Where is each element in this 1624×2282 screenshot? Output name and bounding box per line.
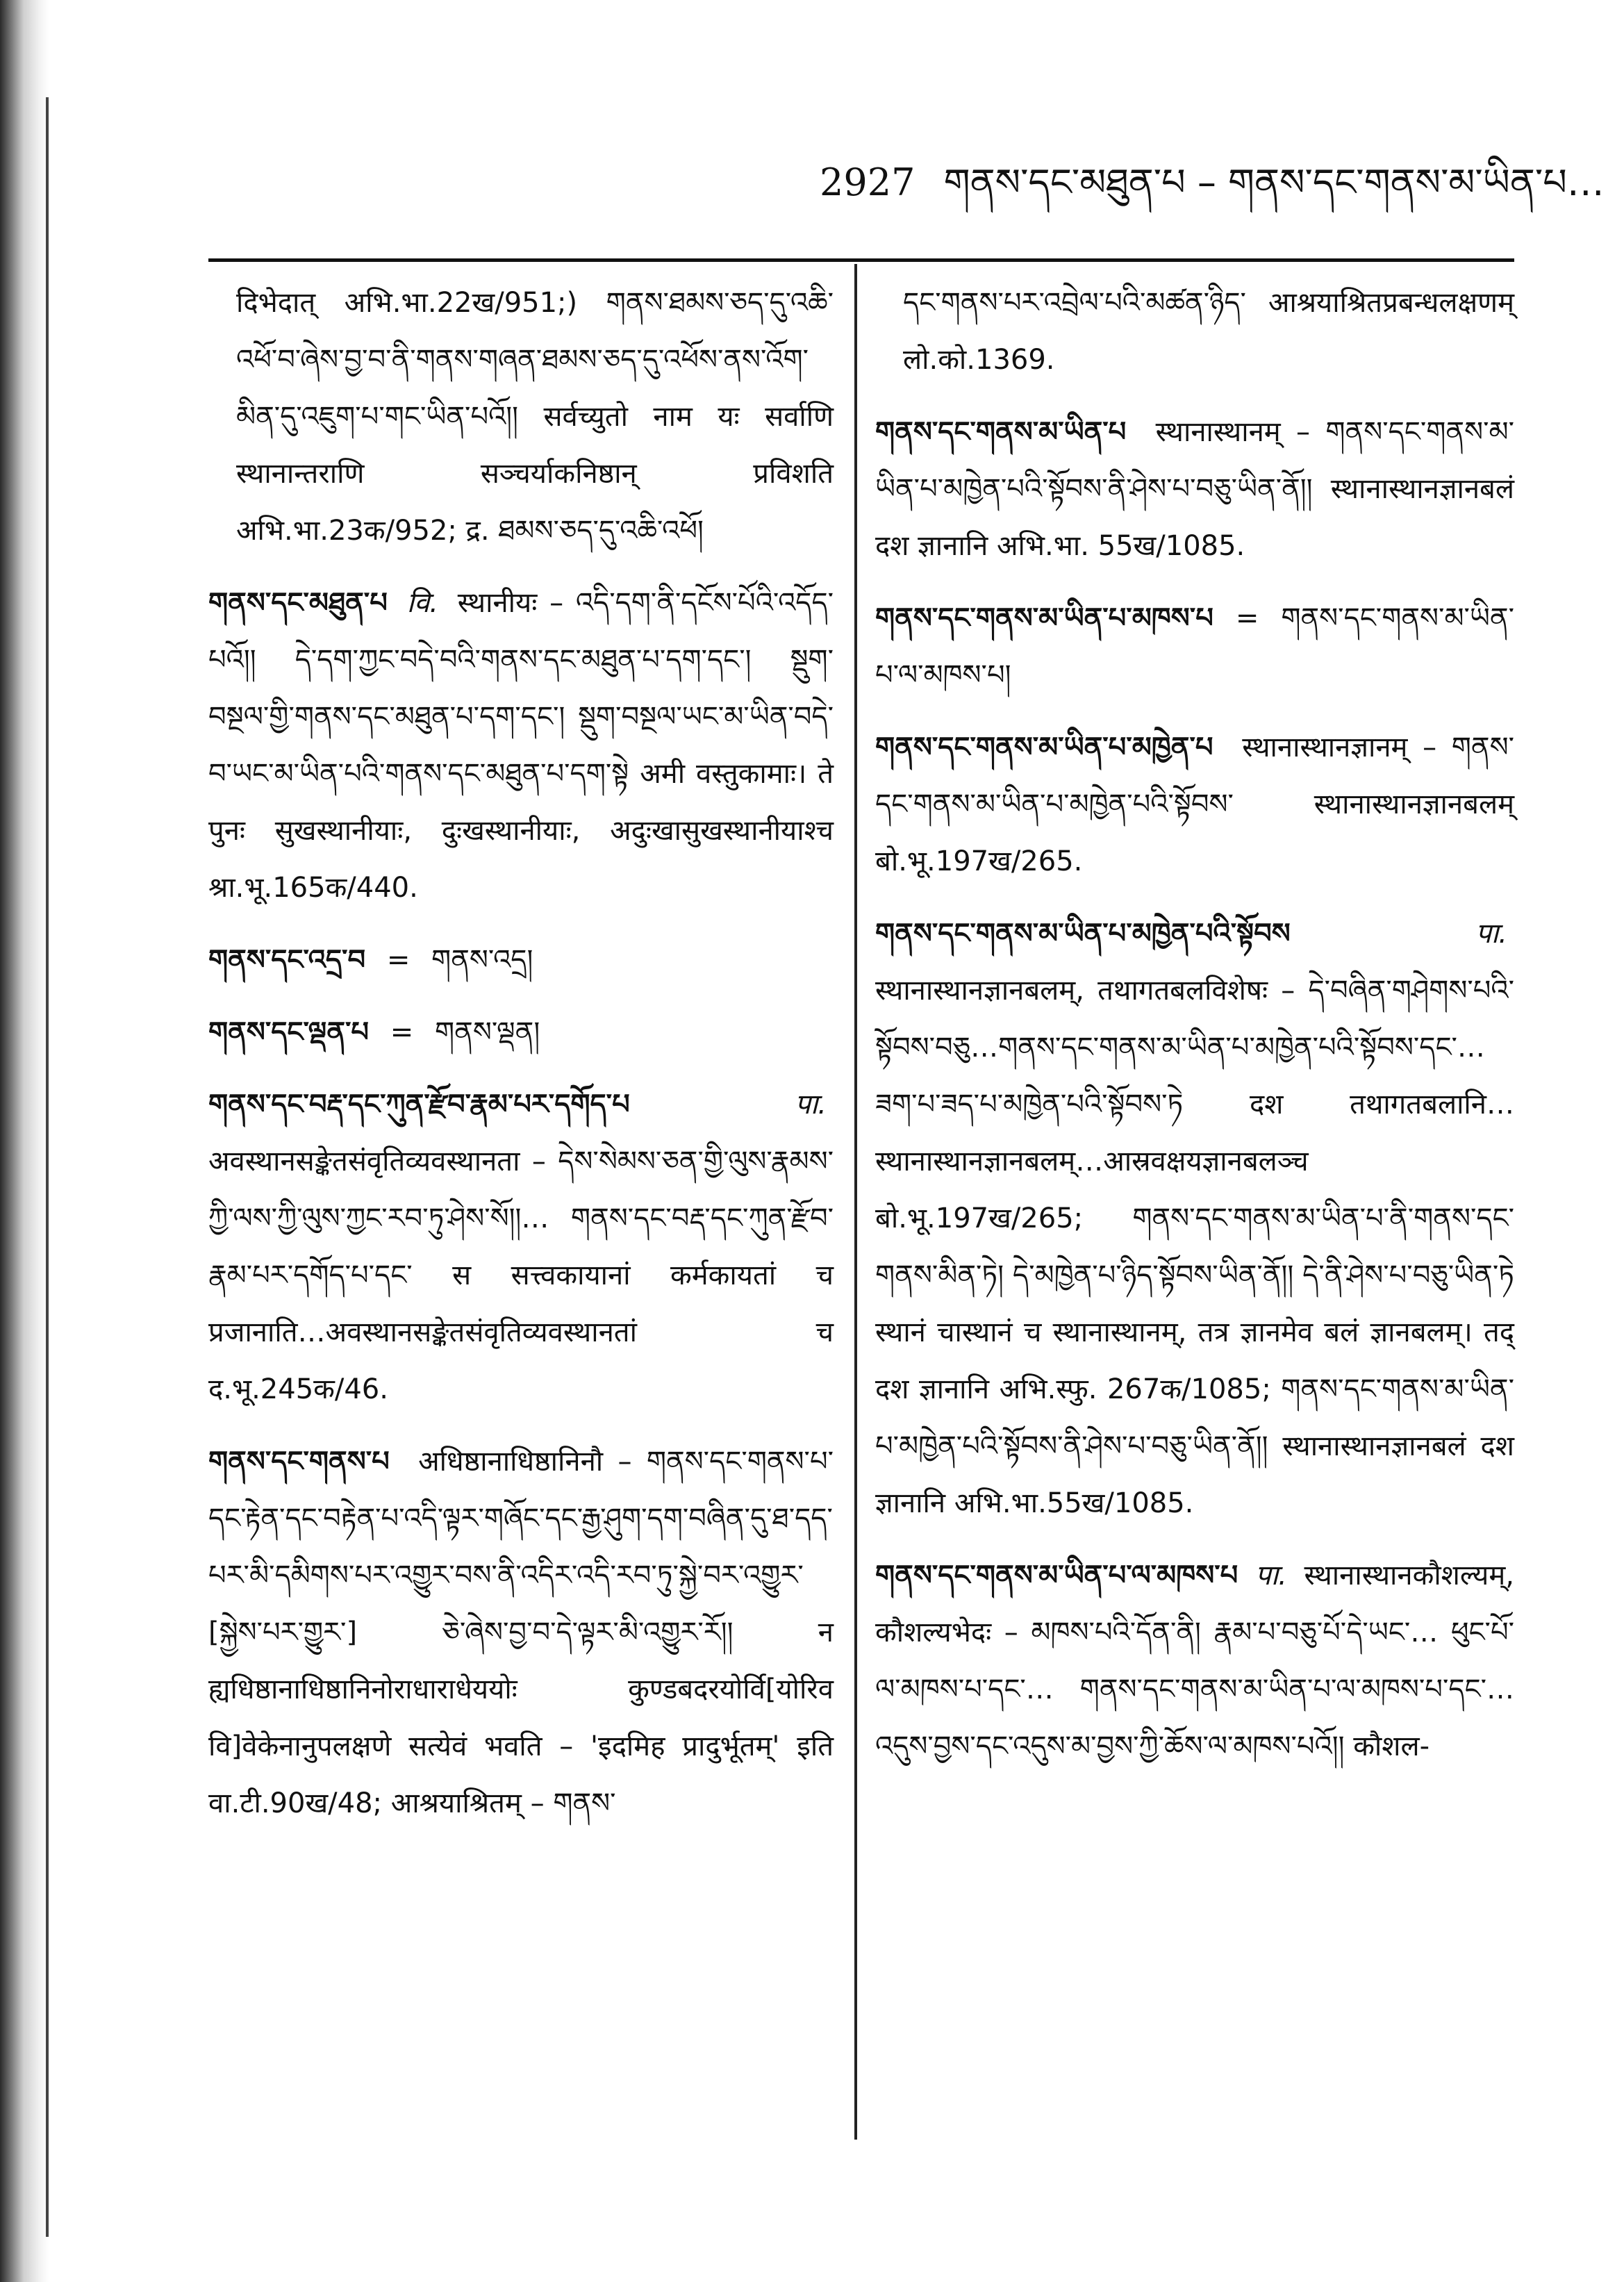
book-binding-edge	[0, 0, 49, 2282]
headword: གནས་དང་གནས་པ	[208, 1446, 390, 1478]
page-number: 2927	[820, 160, 915, 204]
headword: གནས་དང་གནས་མ་ཡིན་པ་མཁས་པ	[875, 602, 1213, 634]
entry-text: स्थानास्थानम् – གནས་དང་གནས་མ་ཡིན་པ་མཁྱེན་པའི་སྟོབས་ནི་ཤེས་པ་བཅུ་ཡིན་ནོ།། स्थानास्थानज्ञानबलं दश ज्ञानानि अभि.भा. 55ख/1085.	[875, 416, 1514, 562]
dictionary-entry	[875, 1547, 1514, 1775]
cross-reference	[875, 590, 1514, 704]
headword: གནས་དང་གནས་མ་ཡིན་པ་མཁྱེན་པའི་སྟོབས	[875, 918, 1291, 950]
cross-reference	[208, 1004, 834, 1061]
headword: གནས་དང་བརྡ་དང་ཀུན་རྫོབ་རྣམ་པར་དགོད་པ	[208, 1089, 630, 1121]
reference-target: གནས་ལྡན།	[435, 1016, 540, 1048]
binding-rule	[46, 97, 49, 2237]
column-divider	[854, 264, 857, 2140]
running-title: གནས་དང་མཐུན་པ – གནས་དང་གནས་མ་ཡིན་པ…	[943, 160, 1605, 204]
continuation-text	[875, 274, 1514, 388]
equals-sign: =	[1235, 602, 1259, 634]
entry-text: स्थानास्थानज्ञानम् – གནས་དང་གནས་མ་ཡིན་པ་མཁྱེན་པའི་སྟོབས་ स्थानास्थानज्ञानबलम् बो.भू.197ख/265.	[875, 731, 1514, 877]
headword: གནས་དང་གནས་མ་ཡིན་པ	[875, 416, 1127, 448]
entry-text: स्थानीयः – འདི་དག་ནི་དངོས་པོའི་འདོད་པའོ།། དེ་དག་ཀྱང་བདེ་བའི་གནས་དང་མཐུན་པ་དག་དང་། སྡུག་བསྔལ་གྱི་གནས་དང་མཐུན་པ་དག་དང་། སྡུག་བསྔལ་ཡང་མ་ཡིན་བདེ་བ་ཡང་མ་ཡིན་པའི་གནས་དང་མཐུན་པ་དག་སྟེ अमी वस्तुकामाः। ते पुनः सुखस्थानीयाः, दुःखस्थानीयाः, अदुःखासुखस्थानीयाश्च श्रा.भू.165क/440.	[208, 587, 834, 904]
dictionary-entry	[208, 574, 834, 916]
left-column	[208, 274, 834, 2192]
right-column	[875, 274, 1514, 2192]
headword: གནས་དང་མཐུན་པ	[208, 587, 388, 619]
cross-reference	[208, 932, 834, 989]
dictionary-entry	[875, 404, 1514, 574]
grammar-tag: पा.	[1254, 1560, 1287, 1591]
headword: གནས་དང་གནས་མ་ཡིན་པ་མཁྱེན་པ	[875, 731, 1213, 763]
headword: གནས་དང་འདྲ་བ	[208, 944, 366, 976]
continuation-text	[208, 274, 834, 559]
grammar-tag: पा.	[1475, 918, 1507, 950]
equals-sign: =	[386, 944, 411, 976]
entry-text: དང་གནས་པར་འབྲེལ་པའི་མཚན་ཉིད་ आश्रयाश्रितप्रबन्धलक्षणम् लो.को.1369.	[903, 287, 1514, 376]
entry-text: अधिष्ठानाधिष्ठानिनौ – གནས་དང་གནས་པ་དང་རྟེན་དང་བརྟེན་པ་འདི་ལྟར་གཞོང་དང་རྒྱ་ཤུག་དག་བཞིན་དུ་ཐ་དད་པར་མི་དམིགས་པར་འགྱུར་བས་ནི་འདིར་འདི་རབ་ཏུ་སྐྱེ་བར་འགྱུར་[སྐྱེས་པར་གྱུར་] ཅེ་ཞེས་བྱ་བ་དེ་ལྟར་མི་འགྱུར་རོ།། न ह्यधिष्ठानाधिष्ठानिनोराधाराधेययोः कुण्डबदरयोर्वि[योरिव वि]वेकेनानुपलक्षणे सत्येवं भवति – 'इदमिह प्रादुर्भूतम्' इति वा.टी.90ख/48; आश्रयाश्रितम् – གནས་	[208, 1446, 834, 1819]
entry-text: अवस्थानसङ्केतसंवृतिव्यवस्थानता – དེས་སེམས་ཅན་གྱི་ལུས་རྣམས་ཀྱི་ལས་ཀྱི་ལུས་ཀྱང་རབ་ཏུ་ཤེས་སོ།།… གནས་དང་བརྡ་དང་ཀུན་རྫོབ་རྣམ་པར་དགོད་པ་དང་ स सत्त्वकायानां कर्मकायतां च प्रजानाति…अवस्थानसङ्केतसंवृतिव्यवस्थानतां च द.भू.245क/46.	[208, 1146, 834, 1405]
reference-target: གནས་དང་གནས་མ་ཡིན་པ་ལ་མཁས་པ།	[875, 602, 1515, 691]
dictionary-entry	[875, 905, 1514, 1532]
page-header	[820, 151, 1605, 214]
grammar-tag: वि.	[406, 587, 438, 619]
entry-text: स्थानास्थानकौशल्यम्, कौशल्यभेदः – མཁས་པའི་དོན་ནི། རྣམ་པ་བཅུ་པོ་དེ་ཡང་… ཕུང་པོ་ལ་མཁས་པ་དང་… གནས་དང་གནས་མ་ཡིན་པ་ལ་མཁས་པ་དང་…འདུས་བྱས་དང་འདུས་མ་བྱས་ཀྱི་ཆོས་ལ་མཁས་པའོ།། कौशल-	[875, 1560, 1514, 1762]
entry-text: स्थानास्थानज्ञानबलम्, तथागतबलविशेषः – དེ་བཞིན་གཤེགས་པའི་སྟོབས་བཅུ…གནས་དང་གནས་མ་ཡིན་པ་མཁྱེན་པའི་སྟོབས་དང་…ཟག་པ་ཟད་པ་མཁྱེན་པའི་སྟོབས་ཏེ दश तथागतबलानि…स्थानास्थानज्ञानबलम्…आस्रवक्षयज्ञानबलञ्च बो.भू.197ख/265; གནས་དང་གནས་མ་ཡིན་པ་ནི་གནས་དང་གནས་མིན་ཏེ། དེ་མཁྱེན་པ་ཉིད་སྟོབས་ཡིན་ནོ།། དེ་ནི་ཤེས་པ་བཅུ་ཡིན་ཏེ स्थानं चास्थानं च स्थानास्थानम्, तत्र ज्ञानमेव बलं ज्ञानबलम्। तद् दश ज्ञानानि अभि.स्फु. 267क/1085; གནས་དང་གནས་མ་ཡིན་པ་མཁྱེན་པའི་སྟོབས་ནི་ཤེས་པ་བཅུ་ཡིན་ནོ།། स्थानास्थानज्ञानबलं दश ज्ञानानि अभि.भा.55ख/1085.	[875, 975, 1514, 1519]
grammar-tag: पा.	[795, 1089, 827, 1121]
equals-sign: =	[390, 1016, 414, 1048]
headword: གནས་དང་ལྡན་པ	[208, 1016, 370, 1048]
reference-target: གནས་འདྲ།	[431, 944, 533, 976]
entry-text: दिभेदात् अभि.भा.22ख/951;) གནས་ཐམས་ཅད་དུ་འཆི་འཕོ་བ་ཞེས་བྱ་བ་ནི་གནས་གཞན་ཐམས་ཅད་དུ་འཕོས་ནས་འོག་མིན་དུ་འཇུག་པ་གང་ཡིན་པའོ།། सर्वच्युतो नाम यः सर्वाणि स्थानान्तराणि सञ्चर्याकनिष्ठान् प्रविशति अभि.भा.23क/952; द्र. ཐམས་ཅད་དུ་འཆི་འཕོ།	[236, 287, 834, 547]
dictionary-entry	[208, 1433, 834, 1832]
dictionary-entry	[208, 1076, 834, 1418]
header-rule	[208, 258, 1514, 262]
headword: གནས་དང་གནས་མ་ཡིན་པ་ལ་མཁས་པ	[875, 1560, 1238, 1591]
dictionary-entry	[875, 719, 1514, 890]
